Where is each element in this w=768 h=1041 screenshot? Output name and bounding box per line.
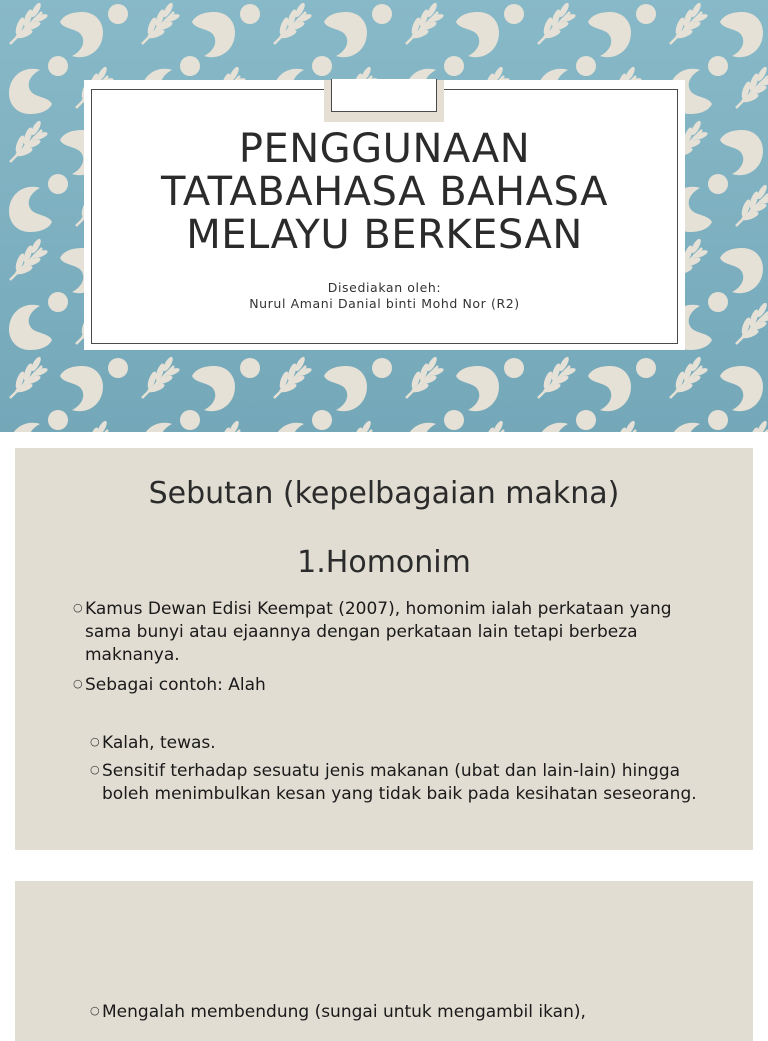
bullet-text: Sebagai contoh: Alah bbox=[85, 675, 266, 695]
list-item bbox=[90, 1001, 730, 1024]
bullet-text: Kamus Dewan Edisi Keempat (2007), homonim ialah perkataan yang sama bunyi atau ejaannya dengan perkataan lain tetapi berbeza maknanya. bbox=[85, 599, 672, 665]
prepared-by-label: Disediakan oleh: bbox=[327, 280, 442, 295]
list-item bbox=[73, 674, 713, 697]
content-slide-homonim bbox=[15, 448, 753, 850]
title-card-tab bbox=[324, 80, 444, 122]
title-slide bbox=[0, 0, 768, 432]
list-item bbox=[73, 598, 713, 667]
slide-subheading: 1.Homonim bbox=[297, 545, 471, 580]
sub-bullet-list bbox=[90, 1001, 730, 1031]
presentation-title bbox=[84, 128, 685, 257]
title-line-2: TATABAHASA BAHASA bbox=[161, 169, 608, 215]
bullet-ring-icon: ○ bbox=[90, 763, 100, 776]
bullet-list bbox=[73, 598, 713, 704]
slide-heading: Sebutan (kepelbagaian makna) bbox=[148, 476, 620, 511]
title-line-1: PENGGUNAAN bbox=[238, 126, 531, 172]
content-slide-continued bbox=[15, 881, 753, 1041]
bullet-text: Kalah, tewas. bbox=[102, 733, 216, 753]
bullet-text: Mengalah membendung (sungai untuk mengambil ikan), bbox=[102, 1002, 586, 1022]
bullet-ring-icon: ○ bbox=[90, 735, 100, 748]
bullet-ring-icon: ○ bbox=[73, 601, 83, 614]
list-item bbox=[90, 760, 710, 806]
title-card-tab-frame bbox=[331, 79, 437, 112]
bullet-text: Sensitif terhadap sesuatu jenis makanan (ubat dan lain-lain) hingga boleh menimbulkan kesan yang tidak baik pada kesihatan seseorang. bbox=[102, 761, 697, 804]
author-name: Nurul Amani Danial binti Mohd Nor (R2) bbox=[249, 296, 520, 311]
bullet-ring-icon: ○ bbox=[73, 677, 83, 690]
bullet-ring-icon: ○ bbox=[90, 1004, 100, 1017]
sub-bullet-list bbox=[90, 732, 710, 813]
title-card bbox=[84, 80, 685, 350]
presentation-subtitle bbox=[84, 280, 685, 312]
title-line-3: MELAYU BERKESAN bbox=[186, 212, 583, 258]
list-item bbox=[90, 732, 710, 755]
